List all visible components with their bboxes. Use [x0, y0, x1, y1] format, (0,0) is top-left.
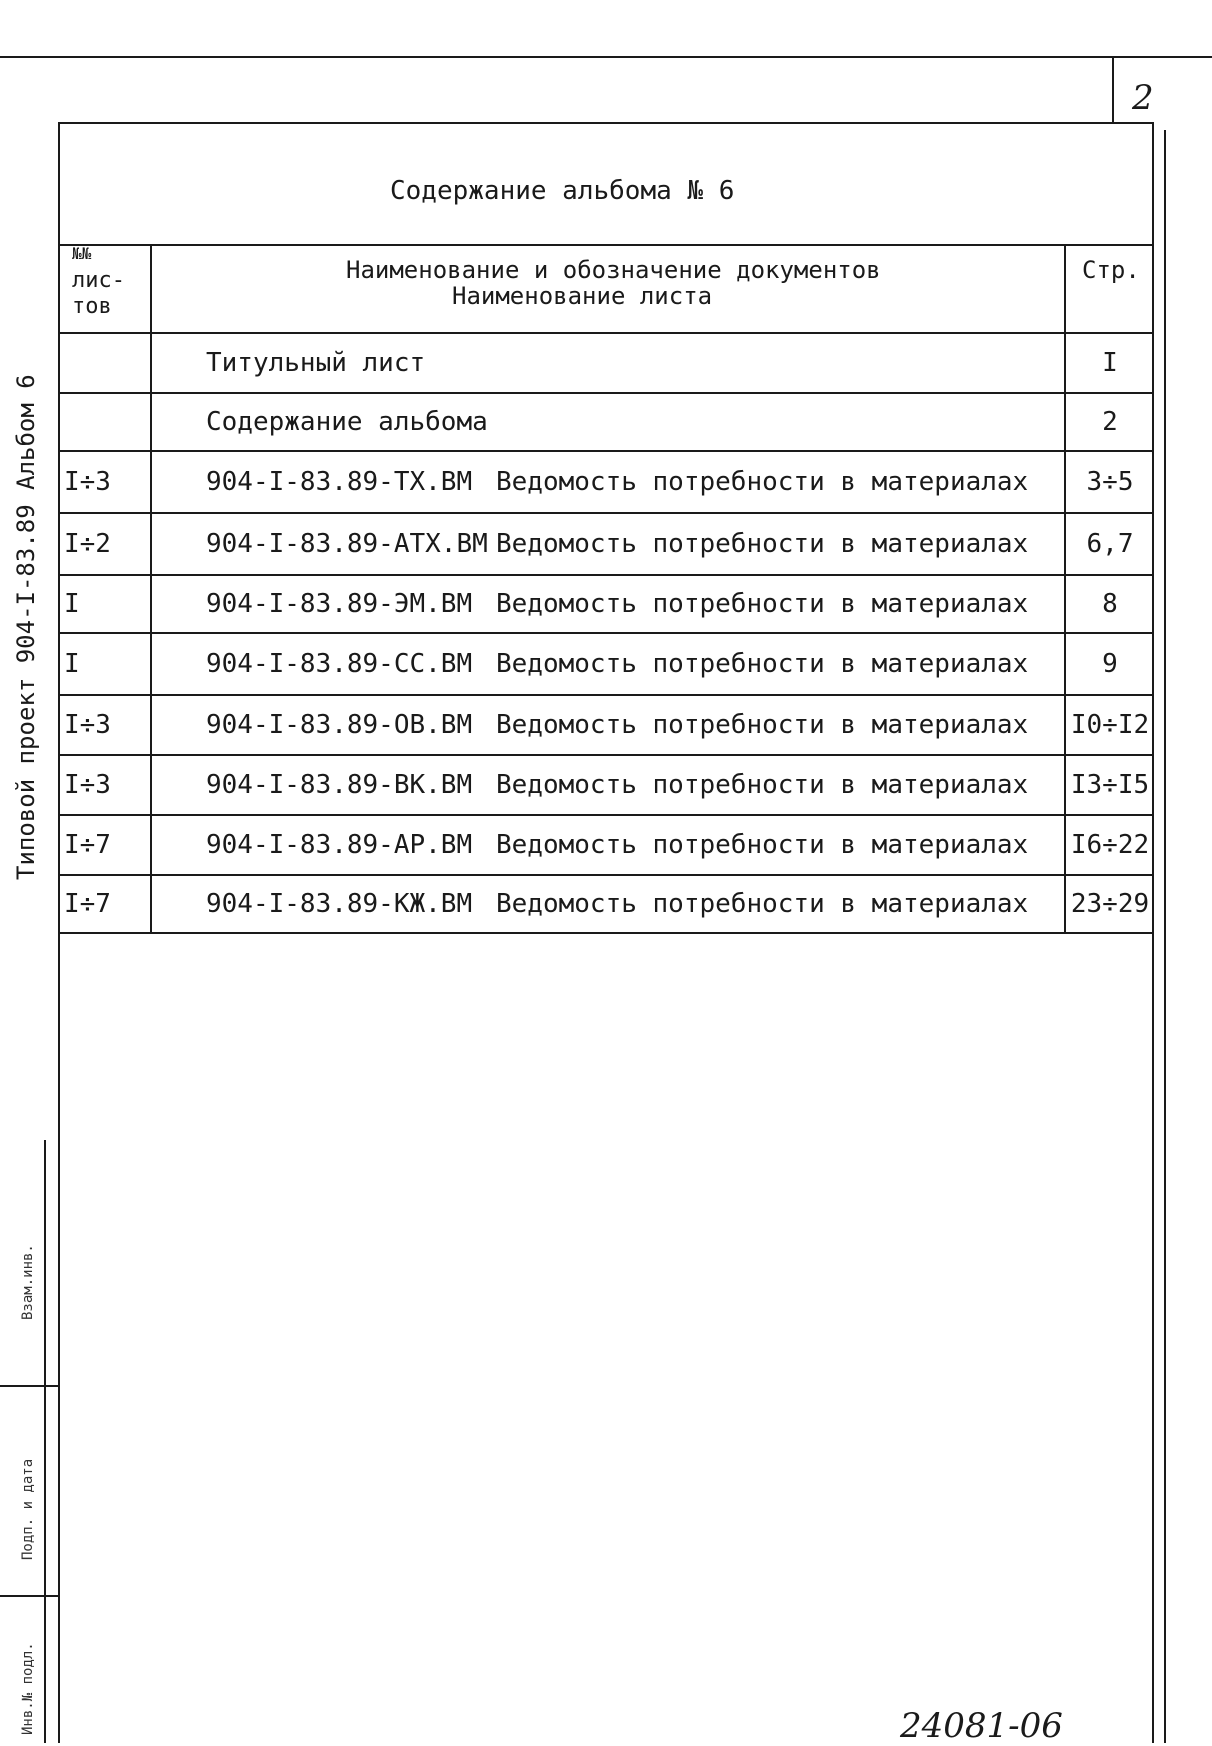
- row-page: I3÷I5: [1070, 770, 1150, 800]
- row-line: [58, 392, 1154, 394]
- stamp-label-inventory: Инв.№ подл.: [20, 1642, 36, 1735]
- row-sheets: I÷3: [64, 710, 111, 740]
- row-page: 23÷29: [1070, 889, 1150, 919]
- row-line: [58, 814, 1154, 816]
- row-page: 6,7: [1086, 529, 1134, 559]
- row-name: Ведомость потребности в материалах: [496, 770, 1029, 800]
- side-project-label: Типовой проект 904-I-83.89 Альбом 6: [12, 374, 40, 880]
- row-sheets: I÷7: [64, 889, 111, 919]
- stamp-strip-line: [44, 1140, 46, 1743]
- outer-right-line: [1164, 130, 1166, 1743]
- row-line: [58, 932, 1154, 934]
- row-page: 9: [1102, 649, 1118, 679]
- row-code: 904-I-83.89-КЖ.ВМ: [206, 889, 473, 919]
- top-border-line: [0, 56, 1212, 58]
- row-page: I: [1102, 348, 1118, 378]
- row-name: Ведомость потребности в материалах: [496, 710, 1029, 740]
- footer-code: 24081-06: [900, 1706, 1063, 1746]
- row-name: Ведомость потребности в материалах: [496, 830, 1029, 860]
- page-number-box-left: [1112, 58, 1114, 124]
- row-sheets: I÷2: [64, 529, 111, 559]
- row-code: 904-I-83.89-ВК.ВМ: [206, 770, 473, 800]
- page-number: 2: [1132, 78, 1154, 118]
- row-line: [58, 450, 1154, 452]
- row-page: I6÷22: [1070, 830, 1150, 860]
- row-name: Ведомость потребности в материалах: [496, 467, 1029, 497]
- row-sheets: I÷7: [64, 830, 111, 860]
- row-page: 3÷5: [1086, 467, 1134, 497]
- row-sheets: I÷3: [64, 770, 111, 800]
- row-line: [58, 632, 1154, 634]
- header-page: Стр.: [1082, 256, 1140, 284]
- row-code: 904-I-83.89-ОВ.ВМ: [206, 710, 473, 740]
- row-name: Титульный лист: [206, 348, 426, 378]
- row-name: Ведомость потребности в материалах: [496, 529, 1029, 559]
- header-name-line1: Наименование и обозначение документов: [346, 256, 881, 284]
- row-line: [58, 512, 1154, 514]
- document-title: Содержание альбома № 6: [390, 176, 735, 206]
- frame-top-line: [58, 122, 1154, 124]
- row-code: 904-I-83.89-СС.ВМ: [206, 649, 473, 679]
- row-sheets: I: [64, 649, 80, 679]
- row-name: Ведомость потребности в материалах: [496, 889, 1029, 919]
- row-page: 8: [1102, 589, 1118, 619]
- header-sheets-1: лис-: [72, 268, 125, 293]
- row-code: 904-I-83.89-АТХ.ВМ: [206, 529, 488, 559]
- row-sheets: I÷3: [64, 467, 111, 497]
- row-name: Содержание альбома: [206, 407, 488, 437]
- row-name: Ведомость потребности в материалах: [496, 589, 1029, 619]
- row-page: I0÷I2: [1070, 710, 1150, 740]
- stamp-divider-2: [0, 1595, 60, 1597]
- header-sheets-no: №№: [72, 244, 92, 263]
- stamp-label-replace: Взам.инв.: [20, 1244, 36, 1320]
- row-line: [58, 874, 1154, 876]
- row-code: 904-I-83.89-ТХ.ВМ: [206, 467, 473, 497]
- stamp-divider-1: [0, 1385, 60, 1387]
- row-name: Ведомость потребности в материалах: [496, 649, 1029, 679]
- row-line: [58, 574, 1154, 576]
- stamp-label-signature: Подп. и дата: [20, 1458, 36, 1560]
- col-divider-1: [150, 244, 152, 934]
- row-code: 904-I-83.89-ЭМ.ВМ: [206, 589, 473, 619]
- row-code: 904-I-83.89-АР.ВМ: [206, 830, 473, 860]
- row-page: 2: [1102, 407, 1118, 437]
- row-line: [58, 754, 1154, 756]
- header-name-line2: Наименование листа: [452, 282, 713, 310]
- header-sheets-2: тов: [72, 294, 112, 319]
- row-sheets: I: [64, 589, 80, 619]
- table-top-line: [58, 244, 1154, 246]
- header-bottom-line: [58, 332, 1154, 334]
- row-line: [58, 694, 1154, 696]
